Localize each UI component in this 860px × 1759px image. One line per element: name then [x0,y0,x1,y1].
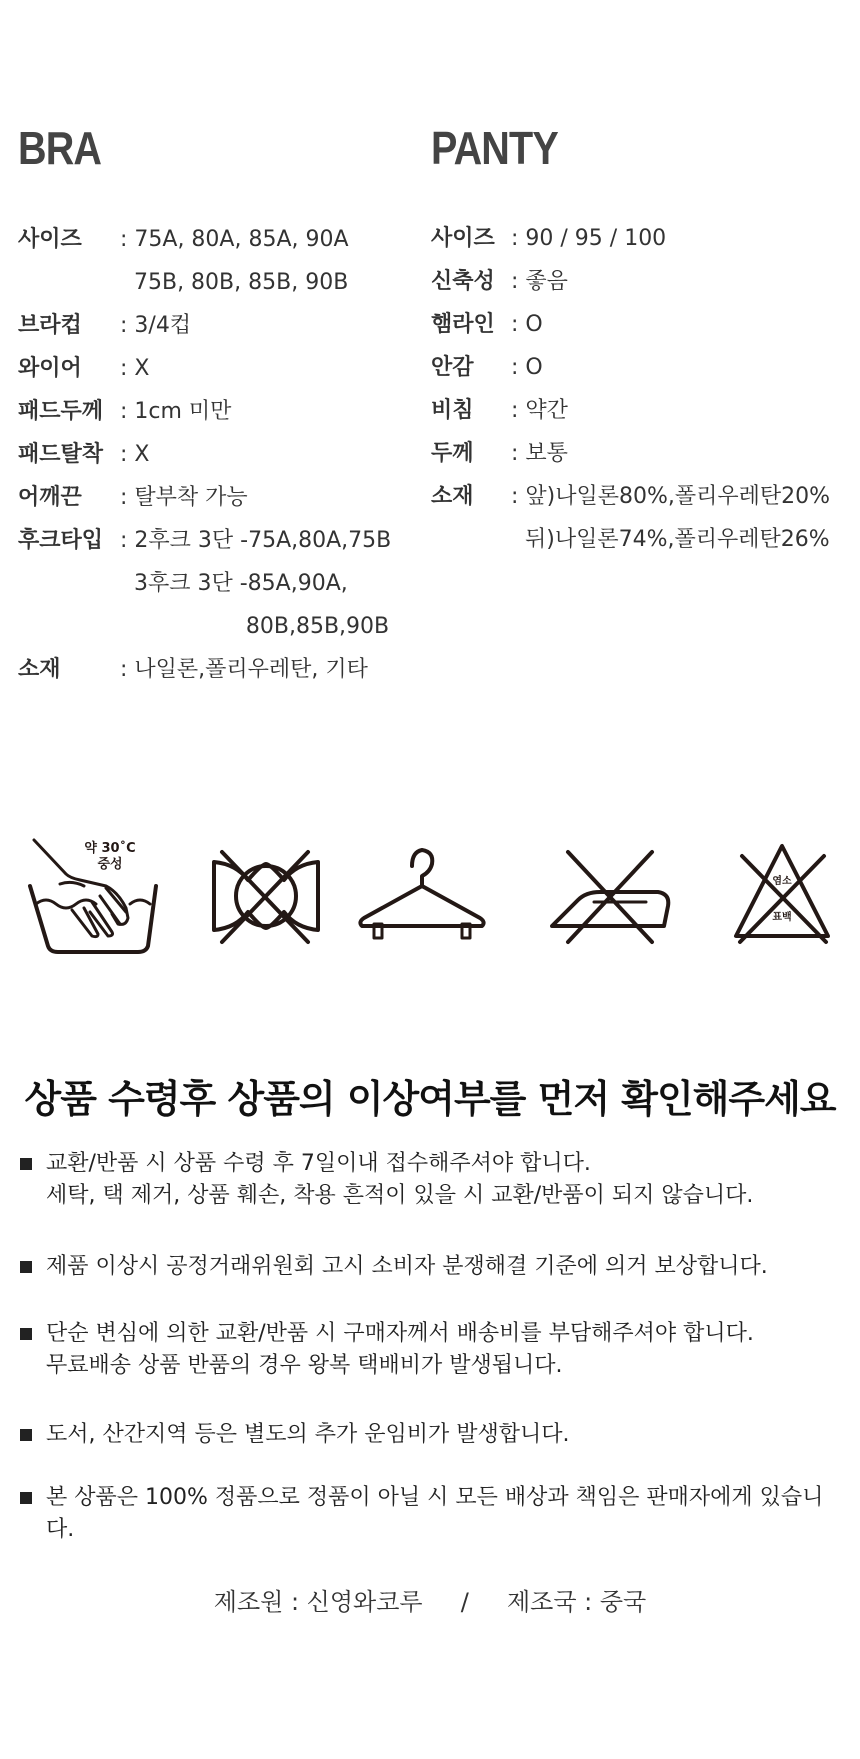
bra-spec-value [120,476,248,519]
panty-spec-row [431,260,830,303]
panty-spec-label: 안감 [431,355,474,380]
bra-spec-value-line: : 1cm 미만 [120,399,232,424]
panty-spec-value [511,303,543,346]
panty-spec-value-line: 뒤)나일론74%,폴리우레탄26% [511,527,830,552]
panty-spec-value-line: : 좋음 [511,269,568,294]
panty-spec-label: 신축성 [431,269,495,294]
care-symbols [0,830,860,980]
wash-temp-label: 약 30˚C [84,841,136,856]
notice-item [20,1419,850,1451]
bra-spec-label: 브라컵 [18,313,82,338]
panty-spec-value [511,475,830,561]
bra-spec-value [120,433,149,476]
bleach-bottom-label: 표백 [772,912,792,923]
panty-spec-label: 두께 [431,441,474,466]
bra-heading: BRA [18,122,102,174]
bra-spec-value-line: : 3/4컵 [120,313,192,338]
bra-spec-value-line: : X [120,442,150,467]
panty-spec-value-line: : O [511,355,543,380]
notice-item [20,1148,850,1212]
bra-spec-value-line: 80B,85B,90B [120,614,390,639]
panty-spec-label: 사이즈 [431,226,495,251]
panty-spec-row [431,475,830,561]
bra-spec-value-line: : X [120,356,150,381]
notice-text: 도서, 산간지역 등은 별도의 추가 운임비가 발생합니다. [46,1422,570,1447]
bra-spec-label: 패드두께 [18,399,104,424]
bra-spec-value [120,648,368,691]
notice-text: 본 상품은 100% 정품으로 정품이 아닐 시 모든 배상과 책임은 판매자에게 있습니다. [46,1485,824,1542]
wash-mode-label: 중성 [97,857,123,872]
bra-spec-row [18,476,391,519]
notice-item [20,1482,850,1546]
bra-spec-value [120,347,149,390]
notice-text: 단순 변심에 의한 교환/반품 시 구매자께서 배송비를 부담해주셔야 합니다. [46,1321,754,1346]
panty-spec-label: 비침 [431,398,474,423]
notice-item [20,1251,850,1283]
notice-title: 상품 수령후 상품의 이상여부를 먼저 확인해주세요 [24,1077,836,1121]
bra-spec-label: 와이어 [18,356,82,381]
panty-spec-value-line: : O [511,312,543,337]
bra-spec-value-line: 75B, 80B, 85B, 90B [120,270,349,295]
panty-spec-value-line: : 보통 [511,441,568,466]
bra-spec-label: 어깨끈 [18,485,82,510]
panty-spec-row [431,346,830,389]
no-iron-icon [552,852,668,942]
bra-spec-value [120,304,191,347]
hang-dry-icon [360,850,483,938]
bullet-square-icon [20,1158,32,1170]
panty-spec-value [511,217,666,260]
bra-spec-row [18,347,391,390]
bra-spec-row [18,433,391,476]
notice-text: 무료배송 상품 반품의 경우 왕복 택배비가 발생됩니다. [46,1353,563,1378]
bra-spec-label: 사이즈 [18,227,82,252]
notice-text: 교환/반품 시 상품 수령 후 7일이내 접수해주셔야 합니다. [46,1151,591,1176]
panty-heading: PANTY [431,122,558,174]
bra-spec-label: 소재 [18,657,61,682]
bra-spec-row [18,648,391,691]
bra-spec-value [120,218,349,304]
bra-spec-row [18,304,391,347]
bra-spec-list [18,218,391,691]
panty-spec-value [511,432,568,475]
bra-spec-value-line: : 나일론,폴리우레탄, 기타 [120,657,368,682]
panty-spec-value-line: : 앞)나일론80%,폴리우레탄20% [511,484,831,509]
bra-spec-label: 패드탈착 [18,442,104,467]
bullet-square-icon [20,1261,32,1273]
bra-spec-row [18,519,391,648]
bra-spec-value-line: 3후크 3단 -85A,90A, [120,571,348,596]
bra-spec-value [120,390,231,433]
notice-text: 제품 이상시 공정거래위원회 고시 소비자 분쟁해결 기준에 의거 보상합니다. [46,1254,768,1279]
panty-spec-label: 소재 [431,484,474,509]
panty-spec-value-line: : 약간 [511,398,568,423]
no-bleach-icon [736,846,828,942]
bullet-square-icon [20,1492,32,1504]
panty-spec-list [431,217,830,561]
panty-spec-value [511,389,568,432]
panty-spec-row [431,217,830,260]
bullet-square-icon [20,1429,32,1441]
panty-spec-value [511,346,543,389]
panty-spec-value [511,260,568,303]
bra-spec-value [120,519,391,648]
bra-spec-label: 후크타입 [18,528,104,553]
bra-spec-value-line: : 2후크 3단 -75A,80A,75B [120,528,392,553]
bra-spec-row [18,390,391,433]
notice-item [20,1318,850,1382]
bleach-top-label: 염소 [772,876,792,887]
manufacturer-info: 제조원 : 신영와코루 / 제조국 : 중국 [213,1588,647,1616]
no-tumble-dry-icon [214,852,318,942]
bra-spec-value-line: : 탈부착 가능 [120,485,248,510]
notice-text: 세탁, 택 제거, 상품 훼손, 착용 흔적이 있을 시 교환/반품이 되지 않습니다. [46,1183,754,1208]
bra-spec-value-line: : 75A, 80A, 85A, 90A [120,227,349,252]
panty-spec-label: 햄라인 [431,312,495,337]
panty-spec-row [431,303,830,346]
panty-spec-value-line: : 90 / 95 / 100 [511,226,667,251]
hand-wash-icon [30,840,156,952]
panty-spec-row [431,389,830,432]
bullet-square-icon [20,1328,32,1340]
panty-spec-row [431,432,830,475]
bra-spec-row [18,218,391,304]
